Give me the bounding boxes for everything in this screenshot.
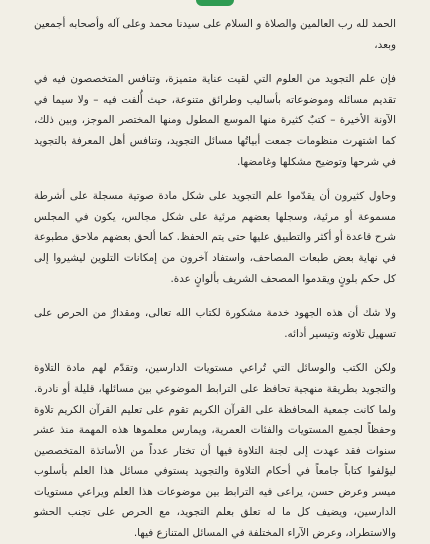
paragraph-audio-visual: وحاول كثيرون أن يقدّموا علم التجويد على شكل مادة صوتية مسجلة على أشرطة مسموعة أو مرئية، وسجلها بعضهم مرئية على شكل مجالس، يكون في المجلس شرح قاعدة أو أكثر والتطبيق عليها حتى يتم الحفظ. كما ألحق بعضهم ملاحق مطبوعة في نهاية بعض طبعات المصاحف، واستفاد آخرون من إمكانات التلوين ليشيروا إلى كل حكم بلونٍ ويقدموا المصحف الشريف بألوانٍ عدة. [34,190,396,285]
paragraph-tajweed-books: فإن علم التجويد من العلوم التي لقيت عناية متميزة، وتنافس المتخصصون فيه في تقديم مسائله وموضوعاته بأساليب وطرائق متنوعة، حيث أُلفت فيه – ولا سيما في الآونة الأخيرة – كتبٌ كثيرة منها الموسع المطول ومنها المختصر الموجز، وبين ذلك، كما اشتهرت منظومات جمعت أبياتُها مسائل التجويد، وتنافس أهل المعرفة بالتجويد في شرحها وتوضيح مشكلها وغامضها. [34,73,396,168]
green-header-mark [196,0,234,6]
paragraph-efforts: ولا شك أن هذه الجهود خدمة مشكورة لكتاب الله تعالى، ومقدارٌ من الحرص على تسهيل تلاوته وتيسير أدائه. [34,307,396,340]
paragraph-association: ولكن الكتب والوسائل التي تُراعي مستويات الدارسين، وتقدّم لهم مادة التلاوة والتجويد بطريقة منهجية تحافظ على الترابط الموضوعي بين مسائلها، قليلة أو نادرة. ولما كانت جمعية المحافظة على القرآن الكريم تقوم على تعليم القرآن الكريم تلاوة وحفظاً لجميع المستويات والفئات العمرية، ويمارس معلموها هذه المهمة منذ عشر سنوات فقد عهدت إلى لجنة التلاوة فيها أن تختار عدداً من الأساتذة المتخصصين ليؤلفوا كتاباً جامعاً في أحكام التلاوة والتجويد يستوفي مسائل هذا العلم بأسلوب ميسر وعرض حسن، يراعى فيه الترابط بين موضوعات هذا العلم ويراعي مستويات الدارسين، ويضيف كل ما له تعلق بعلم التجويد، مع الحرص على تجنب الحشو والاستطراد، وعرض الآراء المختلفة في المسائل المتنازع فيها. [34,362,396,540]
body-text [34,14,396,544]
paragraph-opening: الحمد لله رب العالمين والصلاة و السلام على سيدنا محمد وعلى آله وأصحابه أجمعين وبعد، [34,18,396,51]
